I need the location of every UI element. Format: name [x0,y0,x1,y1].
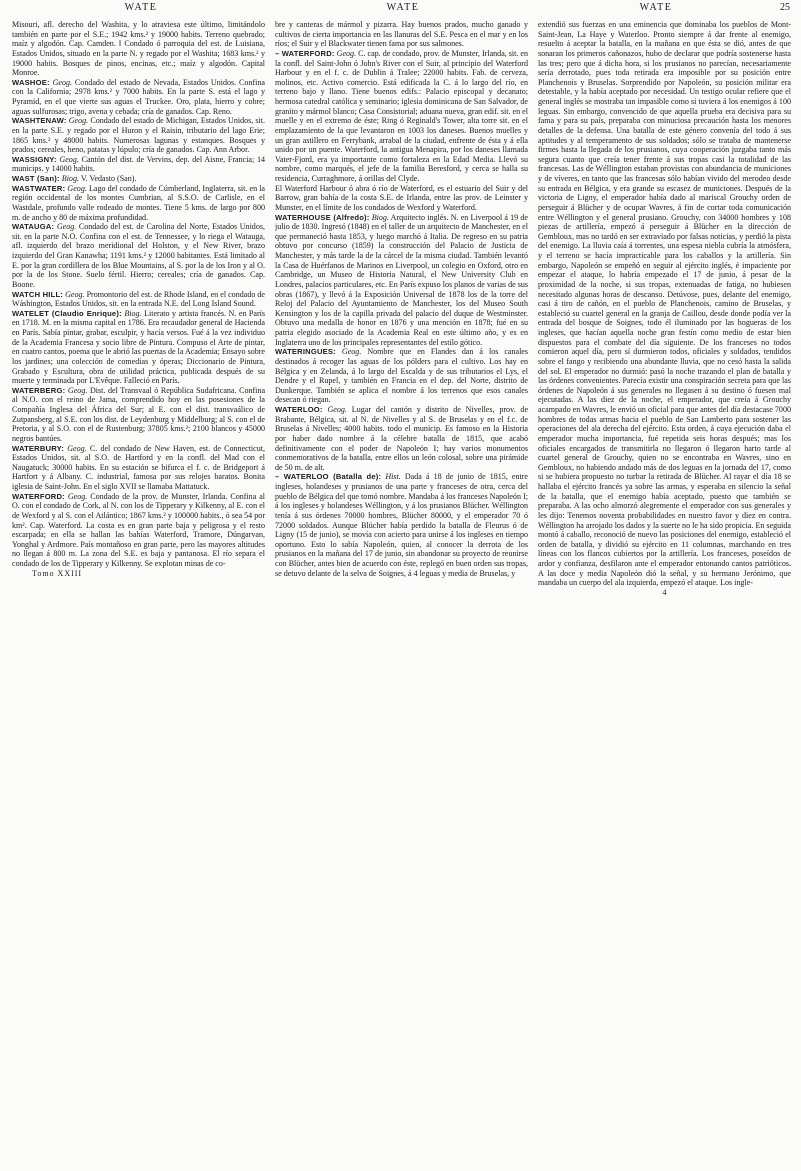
dictionary-entry [12,309,265,386]
entry-category: Geog. [67,385,88,395]
entry-headword: WATCH HILL: [12,289,64,299]
entry-text: Condado del estado de Nevada, Estados Unidos. Confina con la California; 2978 kms.² y 7000 habits. En la parte S. está el lago y Pyramid, en el que vierte sus aguas el Truckee. Oro, plata, hierro y cobre; aguas sulfurosas; trigo, avena y cebada; cría de ganados. Cap. Reno. [12,77,265,116]
dictionary-entry [12,492,265,569]
entry-headword: WATERBURY: [12,443,65,453]
entry-headword: WATERFORD: [12,491,65,501]
dictionary-entry [275,405,528,472]
dictionary-entry [12,20,265,78]
entry-headword: WATERBERG: [12,385,66,395]
entry-headword: WATERHOUSE (Alfredo): [275,212,370,222]
entry-category: Hist. [385,472,401,482]
entry-text: bre y canteras de mármol y pizarra. Hay buenos prados, mucho ganado y cultivos de cierta importancia en las llanuras del S.E. Pesca en el mar y en los ríos; el Suir y el Blackwater tienen fama por sus salmones. [275,20,528,49]
dictionary-entry [12,155,265,174]
entry-headword: – WATERLOO (Batalla de): [275,472,382,482]
entry-headword: WASTWATER: [12,183,66,193]
running-header [12,2,791,20]
entry-headword: WATAUGA: [12,222,55,232]
entry-text: El Waterford Harbour ó abra ó río de Waterford, es el estuario del Suir y del Barrow, gran bahía de la costa S.E. de Irlanda, entre las prov. de Leinster y Munster, en el límite de los condados de Wexford y Waterford. [275,183,528,212]
dictionary-entry [275,347,528,405]
entry-category: Geog. [65,289,85,299]
dictionary-entry [12,222,265,289]
page-number: 25 [780,2,790,13]
entry-text: Promontorio del est. de Rhode Island, en el condado de Wáshington, Estados Unidos, sit. en la entrada N.E. del Long Island Sound. [12,289,265,309]
entry-category: Geog. [327,405,347,414]
entry-category: Geog. [56,222,77,232]
entry-text: Lago del condado de Cúmberland, Inglaterra, sit. en la región occidental de los montes Cumbrian, al S.S.O. de Carlisle, en el Wastdale, profundo valle rodeado de montes. Tiene 5 kms. de largo por 800 m. de ancho y 80 de máxima profundidad. [12,183,265,222]
dictionary-entry [275,472,528,578]
entry-category: Biog. [61,174,79,183]
entry-headword: WATERINGUES: [275,347,336,357]
entry-text: C. del condado de New Haven, est. de Connecticut, Estados Unidos, sit. al S.O. de Hartford y en la confl. del Mad con el Naugatuck; 30000 habits. En su estación se bifurca el f. c. de Bridgeport á Hartfort y á Albany. C. industrial, famosa por sus relojes baratos. Bonita iglesia de Saint-John. En el siglo XVII se llamaba Mattatuck. [12,443,265,491]
entry-text: Arquitecto inglés. N. en Liverpool á 19 de julio de 1830. Ingresó (1848) en el taller de un arquitecto de Manchester, en el que permaneció hasta 1853, y luego marchó á Italia. De regreso en su patria obtuvo por concurso (1859) la construcción del Palacio de Justicia de Manchester, y más tarde la de la cárcel de la misma ciudad. También levantó la Casa de Huérfanos de Marinos en Liverpool, un colegio en Oxford, otro en Cambridge, un Museo de Historia Natural, el New University Club en Londres, palacios particulares, etc. En París expuso los planos de varias de sus obras (1867), y llevó á la Exposición Universal de 1878 los de la torre del Reloj del Palacio del Ayuntamiento de Manchester, los del Museo South Kensington y los de la capilla privada del palacio del duque de Westminster. Obtuvo una medalla de honor en 1876 y una mención en 1878; fué en su patria elegido asociado de la Academia Real en este último año, y es en Inglaterra uno de los principales representantes del estilo gótico. [275,212,528,347]
entry-headword: – WATERFORD: [275,48,335,58]
dictionary-entry [275,20,528,49]
entry-category: Geog. [67,443,87,453]
text-columns [12,20,791,1168]
dictionary-entry [12,116,265,155]
entry-text: Cantón del dist. de Vervins, dep. del Aisne, Francia; 14 municips. y 14000 habits. [12,154,265,174]
dictionary-entry [12,174,265,184]
entry-text: Condado de la prov. de Munster, Irlanda. Confina al O. con el condado de Cork, al N. con los de Tipperary y Kilkenny, al E. con el de Wexford y al S. con el Atlántico; 1867 kms.² y 100000 habits., ó sea 54 por km². Cap. Waterford. La costa es en gran parte baja y peligrosa y el resto escarpada; en ella se hallan las bahías Waterford, Tramore, Dúngarvan, Yonghal y Ardmore. País montañoso en gran parte, pero las mayores altitudes no llegan á 800 m. La zona del S.E. es baja y pantanosa. El río separa el condado de los de Tipperary y Kilkenny. Se explotan minas de co- [12,491,265,568]
dictionary-entry [12,386,265,444]
dictionary-entry [12,444,265,492]
entry-text: Lugar del cantón y distrito de Nivelles, prov. de Brabante, Bélgica, sit. al N. de Nivelles y al S. de Bruselas y en el f.c. de Bruselas á Nivelles; 4000 habits. todo el municip. Es famoso en la Historia por haber dado nombre á la célebre batalla de 1815, que acabó definitivamente con el poder de Napoleón I; hay varios monumentos conmemorativos de la batalla, entre ellos un león colosal, sobre una pirámide de 50 m. de alt. [275,405,528,472]
entry-category: Geog. [67,491,88,501]
entry-text: Condado del est. de Carolina del Norte, Estados Unidos, sit. en la parte N.O. Confina con el est. de Tennessee, y lo riega el Watauga, afl. izquierdo del brazo meridional del Holston, y el New River, brazo izquierdo del Gran Kanawha; 1191 kms.² y 12000 habitantes. Está limitado al E. por la gran cordillera de los Blue Mountains, al S. por la de los Iron y al O. por la de los Stone. Suelo fértil. Hierro; cereales; cría de ganados. Cap. Boone. [12,222,265,289]
dictionary-entry [538,20,791,588]
column-right [538,20,791,1168]
entry-text: Nombre que en Flandes dan á los canales destinados á recoger las aguas de los pólders para el cultivo. Los hay en Bélgica y en Zelanda, á lo largo del Escalda y de sus tributarios el Lys, el Dendre y el Rupel, y también en Francia en el dep. del Norte, distrito de Dunkerque. También se aplica el nombre á los terrenos que esos canales desecan ó riegan. [275,347,528,405]
column-middle [275,20,528,1168]
dictionary-entry [275,184,528,213]
dictionary-entry [12,290,265,309]
entry-text: C. cap. de condado, prov. de Munster, Irlanda, sit. en la confl. del Saint-John ó John's River con el Suir, al principio del Waterford Harbour y en el f. c. de Dublin á Tralee; 22000 habits. Fab. de cerveza, molinos, etc. Activo comercio. Está edificada la C. á lo largo del río, en terreno bajo y llano. Tiene buenos edifs.: Palacio episcopal y decanato; hermosa catedral católica y seminario; iglesia dominicana de San Salvador, de granito y mármol blanco; Casa Consistorial; aduana nueva, gran edif. sit. en el muelle y en el extremo de éste; Ring ó Reginald's Tower, alta torre sit. en el emplazamiento de la que levantaron en 1003 los daneses. Buenos muelles y un gran astillero en Ferrybank, arrabal de la ciudad, enfrente de ésta y á ella unido por un puente. Waterford, la antigua Menapira, por los daneses llamada Vater-Fjord, era ya importante como fortaleza en la Edad Media. Llevó su nombre, como marqués, el jefe de la familia Beresford, y cerca se halla su residencia, Curraghmore, á orillas del Clyde. [275,48,528,183]
entry-text: Condado del estado de Michigan, Estados Unidos, sit. en la parte S.E. y regado por el Huron y el Raisin, tributario del lago Erie; 1865 kms.² y 48000 habits. Numerosas lagunas y estanques. Bosques y prados; cereales, heno, patatas y lúpulo; cría de ganados. Cap. Ann Arbor. [12,116,265,155]
header-right [536,2,790,13]
dictionary-entry [275,213,528,348]
entry-category: Biog. [124,308,142,318]
dictionary-entry [275,49,528,184]
entry-text: extendió sus fuerzas en una eminencia que dominaba los pueblos de Mont-Saint-Jean, La Haye y Waterloo. Pronto siempre á dar frente al enemigo, resuelto á aceptar la batalla, en la mañana en que ésta se dió, antes de que sonaran los primeros cañonazos, hubo de declarar que podría sostenerse hasta las tres; pero que á dicha hora, si los prusianos no parecían, necesariamente sería derrotado, pues toda retirada era imposible por su posición entre Planchenois y Bruselas. Sorprendido por Napoleón, su posición militar era detestable, y la había aceptado por necesidad. Un testigo ocular refiere que el general inglés se mostraba tan impasible como si tuviera á los enemigos á 100 leguas. Sin embargo, convencido de que aquella prueba era decisiva para su fama y para su país, preparaba con minuciosa precaución hasta los menores detalles de la defensa. Una batalla de este género convenía del todo á sus aptitudes y al temperamento de sus soldados; sólo se trataba de mantenerse firmes hasta la llegada de los prusianos, cuya cooperación juzgaba tanto más segura cuanto que creía tener frente á sus tropas casi la totalidad de las francesas. Las de Wéllington estaban provistas con abundancia de municiones y de víveres, en tanto que las francesas sólo habían vivido del merodeo desde su entrada en Bélgica, y era grande su escasez de municiones. Después de la victoria de Ligny, el emperador había dado al mariscal Grouchy orden de perseguir á Blücher y de ocupar Wavres, á fin de cortar toda comunicación entre Wéllington y el general prusiano. Grouchy, con 34000 hombres y 108 piezas de artillería, empezó á perseguir á Blücher en la dirección de Gembloux, mas no tardó en ser extraviado por falsas noticias, y perdió la pista del enemigo. La lluvia caía á torrentes, una espesa niebla cubría la atmósfera, y el terreno se hacía impracticable para los caballos y la artillería. Sin embargo, Napoleón se empeñó en seguir al ejército inglés, é impaciente por empezar el ataque, lo habría empezado el 17 de junio, á pesar de la proximidad de la noche, si sus tropas, extenuadas de fatiga, no hubiesen necesitado algunas horas de descanso. Detúvose, pues, delante del enemigo, casi á tiro de cañón, en el pueblo de Planchenois, camino de Bruselas, y estableció su cuartel general en la granja de Caillou, desde donde podía ver la entrada del bosque de Soignes, todo él iluminado por las hogueras de los ingleses, que hacían aquella noche gran festín como medio de estar bien dispuestos para el combate del día siguiente. De los franceses no todos comieron aquel día, pero sí durmieron todos, oficiales y soldados, tendidos sobre el fango y recibiendo una abundante lluvia, que no cesó hasta la salida del sol. El emperador no durmió: pasó la noche trazando el plan de batalla y las órdenes convenientes. Parecía existir una conspiración secreta para que las órdenes de Napoleón á sus generales no llegasen á su destino ó fuesen mal ejecutadas. A las diez de la noche, el emperador, que creía á Grouchy acampado en Wavres, le envió un oficial para que antes del día destacase 7000 hombres de todas armas hacia el pueblo de San Lamberto para sostener las operaciones del ala derecha del ejército. Esta orden, á cuya ejecución daba el emperador mucha importancia, fué repetida seis horas después; mas los oficiales encargados de transmitirla no llegaron ó llegaron harto tarde al cuartel general de Grouchy, quien no se encontraba en Wavres, sino en Gembloux, no habiendo andado más de dos leguas en la jornada del 17, como si se hubiera propuesto no turbar la retirada de Blücher. Al rayar el día 18 se hallaba el ejército francés ya sobre las armas, y esperaba en silencio la señal de la batalla, que el enemigo había aceptado, puesto que también se preparaba. A las ocho almorzó alegremente el emperador con sus generales y les dijo: Tenemos noventa probabilidades en nuestro favor y diez en contra. Wéllington ha arrojado los dados y la suerte no le ha sido propicia. En seguida montó á caballo, reconoció de nuevo las posiciones del enemigo, estableció el orden de batalla, y dividió su ejército en 11 columnas, marchando en tres líneas con los flancos cubiertos por la artillería. Los franceses, poseídos de ardor y confianza, desfilaron ante el emperador entonando cantos patrióticos. A las doce y media Napoleón dió la señal, y su hermano Jerónimo, que mandaba un cuerpo del ala izquierda, empezó el ataque. Los ingle- [538,20,791,588]
dictionary-entry [12,184,265,223]
volume-label: Tomo XXIII [32,568,83,578]
entry-text: Misouri, afl. derecho del Washita, y lo atraviesa este último, limitándolo también en parte por el S.E.; 1942 kms.² y 19000 habits. Terreno quebrado; maíz y algodón. Cap. Camden. ‖ Condado ó parroquia del est. de Luisiana, Estados Unidos, situado en la parte N. y regado por el Washita; 1683 kms.² y 19000 habits. Bosques de pinos, encinas, etc.; maíz y algodón. Capital Monroe. [12,20,265,78]
entry-text: V. Vedasto (San). [80,174,137,183]
entry-headword: WASSIGNY: [12,154,57,164]
entry-category: Geog. [341,347,362,357]
column-left [12,20,265,1168]
entry-headword: WATELET (Claudio Enrique): [12,308,122,318]
entry-category: Geog. [67,183,87,193]
entry-category: Geog. [336,48,357,58]
entry-text: Dada á 18 de junio de 1815, entre ingleses, holandeses y prusianos de una parte y franceses de otra, cerca del pueblo de Bélgica del que tomó nombre. Mandaba á los franceses Napoleón I; á los ingleses y holandeses Wéllington, y á los prusianos Blücher. Wéllington tenía á sus órdenes 70000 hombres, Blücher 80000, y el emperador 70 ó 72000 soldados. Aunque Blücher había perdido la batalla de Fleurus ó de Ligny (15 de junio), se movía con acierto para unirse á los ingleses en tiempo oportuno. Esto lo sabía Napoleón, quien, al conocer la derrota de los prusianos en la mañana del 17 de junio, sin abandonar su proyecto de reunirse con Blücher, antes bien de acuerdo con éste, replegó en buen orden sus tropas, se detuvo delante de la selva de Soignes, á 4 leguas y media de Bruselas, y [275,472,528,578]
entry-text: Literato y artista francés. N. en París en 1718. M. en la misma capital en 1786. Era recaudador general de Hacienda en París. Sabía pintar, grabar, esculpir, y hacía versos. Fué á la vez individuo de la Academia Francesa y socio libre de Pintura. Compuso el Arte de pintar, en cuatro cantos, poema que le abrió las puertas de la Academia; Ensayo sobre los jardines; una colección de comedias y óperas; Diccionario de Pintura, Grabado y Escultura, obra de utilidad práctica, publicada después de su muerte y terminada por L'Evêque. Falleció en París. [12,308,265,386]
entry-category: Geog. [59,154,79,164]
entry-text: Dist. del Transvaal ó República Sudafricana. Confina al N.O. con el reino de Jama, comprendido hoy en las posesiones de la Compañía Inglesa del África del Sur; al E. con el dist. transvaálico de Zutpansberg, al S.E. con los dist. de Leydenburg y Middelburg; al S. con el de Pretoria, y al S.O. con el de Rustenburg; 37805 kms.²; 2100 blancos y 45000 negros bantúes. [12,385,265,443]
entry-headword: WAST (San): [12,174,60,183]
header-right-word: WATE [639,2,673,13]
header-left: WATE [124,2,158,13]
entry-headword: WATERLOO: [275,405,323,414]
dictionary-entry [12,78,265,117]
signature-mark: 4 [662,587,667,597]
entry-headword: WASHOE: [12,77,50,87]
entry-category: Geog. [52,77,73,87]
entry-category: Geog. [68,116,89,126]
header-middle: WATE [386,2,420,13]
entry-category: Biog. [371,212,389,222]
entry-headword: WASHTENAW: [12,116,67,126]
